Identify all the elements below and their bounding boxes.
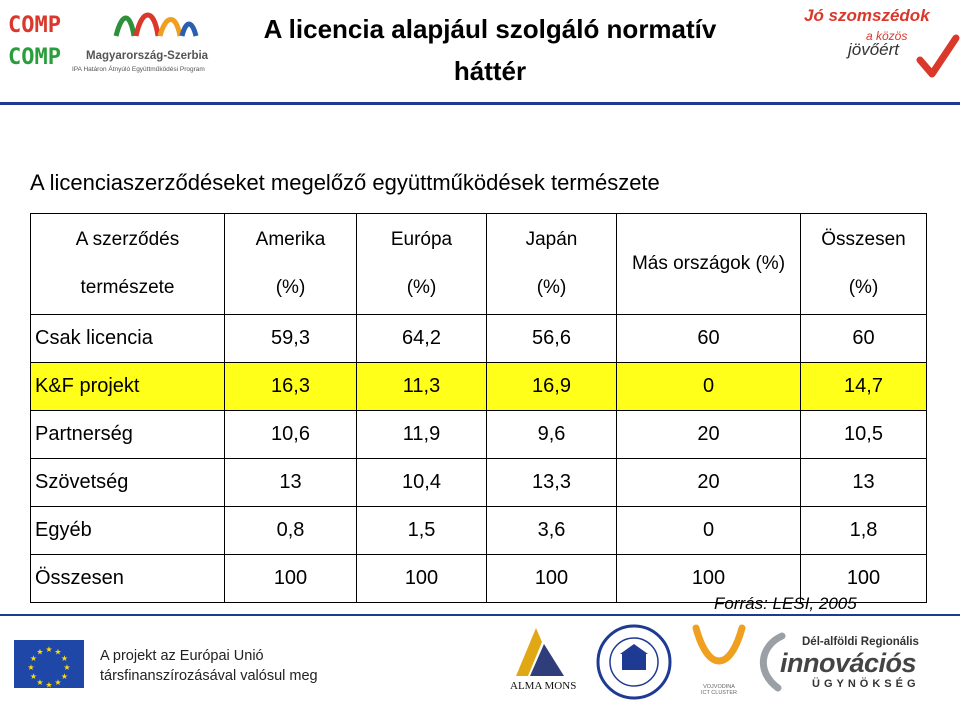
eu-funding-note: [100, 646, 318, 686]
row-label: Összesen: [31, 555, 225, 603]
svg-text:★: ★: [36, 647, 44, 657]
row-label: Egyéb: [31, 507, 225, 555]
row-label: Csak licencia: [31, 315, 225, 363]
regional-innovation-agency-logo: [752, 628, 960, 694]
row-label: K&F projekt: [31, 363, 225, 411]
table-cell: 1,8: [801, 507, 927, 555]
svg-text:★: ★: [54, 678, 62, 687]
table-cell: 14,7: [801, 363, 927, 411]
svg-text:★: ★: [63, 663, 71, 672]
innovation-line2: innovációs: [780, 648, 917, 678]
header-cell-contract-nature: [31, 214, 225, 315]
slide-title: A licencia alapjául szolgáló normatív háttér: [263, 14, 717, 86]
table-cell: 59,3: [225, 315, 357, 363]
header-cell-japan: [487, 214, 617, 315]
program-subtitle: IPA Határon Átnyúló Együttműködési Program: [72, 66, 205, 73]
table-cell: 100: [617, 555, 801, 603]
header-line: Amerika: [255, 229, 326, 250]
eu-line2: társfinanszírozásával valósul meg: [100, 668, 318, 684]
alma-mons-logo: [506, 622, 577, 698]
neighbours-line2: a közös: [866, 29, 908, 43]
table-cell: 11,3: [357, 363, 487, 411]
table-cell: 0: [617, 507, 801, 555]
table-row-highlighted: [31, 363, 927, 411]
eu-line1: A projekt az Európai Unió: [100, 648, 264, 664]
svg-text:★: ★: [36, 678, 44, 687]
header-cell-other-countries: [617, 214, 801, 315]
table-cell: 100: [487, 555, 617, 603]
row-label: Partnerség: [31, 411, 225, 459]
alma-mons-text: ALMA MONS: [510, 680, 577, 692]
footer-rule: [0, 614, 960, 616]
good-neighbours-logo: [788, 4, 960, 80]
neighbours-line3: jövőért: [848, 40, 900, 59]
checkmark-icon: [916, 34, 960, 80]
table-cell: 10,6: [225, 411, 357, 459]
table-cell: 16,3: [225, 363, 357, 411]
vojvodina-text: VOJVODINA ICT CLUSTER: [701, 684, 737, 696]
alma-mons-mark-icon: [506, 622, 572, 680]
table-cell: 100: [357, 555, 487, 603]
innovation-line1: Dél-alföldi Regionális: [802, 636, 919, 648]
table-cell: 0,8: [225, 507, 357, 555]
table-cell: 3,6: [487, 507, 617, 555]
table-cell: 10,4: [357, 459, 487, 507]
cooperation-table: [30, 213, 927, 603]
header-line: természete: [80, 277, 175, 298]
table-cell: 100: [225, 555, 357, 603]
table-cell: 20: [617, 459, 801, 507]
comp-logo-text-top: COMP: [8, 13, 61, 38]
svg-text:★: ★: [45, 645, 53, 654]
table-cell: 13,3: [487, 459, 617, 507]
table-cell: 20: [617, 411, 801, 459]
table-row: [31, 459, 927, 507]
svg-text:★: ★: [27, 663, 35, 672]
table-header-row: [31, 214, 927, 315]
comp-logo: [6, 6, 64, 72]
table-cell: 0: [617, 363, 801, 411]
header-line: Más országok (%): [631, 253, 786, 274]
table-cell: 100: [801, 555, 927, 603]
header-line: Japán: [525, 229, 578, 250]
table-cell: 64,2: [357, 315, 487, 363]
header-line: A szerződés: [75, 229, 180, 250]
program-title: Magyarország-Szerbia: [86, 50, 209, 62]
table-row: [31, 507, 927, 555]
header-line: (%): [275, 277, 306, 298]
header-rule: [0, 102, 960, 105]
header-line: (%): [848, 277, 879, 298]
vojvodina-mark-icon: [688, 622, 750, 682]
svg-text:★: ★: [45, 680, 53, 688]
svg-text:★: ★: [29, 672, 38, 681]
header-cell-europe: [357, 214, 487, 315]
eu-flag-icon: [14, 640, 84, 688]
header-line: Összesen: [821, 229, 906, 250]
table-cell: 11,9: [357, 411, 487, 459]
svg-text:★: ★: [60, 672, 69, 681]
table-cell: 1,5: [357, 507, 487, 555]
table-cell: 13: [801, 459, 927, 507]
header-cell-america: [225, 214, 357, 315]
svg-text:★: ★: [60, 654, 69, 663]
svg-text:★: ★: [29, 654, 38, 663]
university-seal-icon: [594, 622, 674, 702]
neighbours-line1: Jó szomszédok: [804, 6, 930, 25]
vojvodina-ict-logo: [688, 622, 750, 698]
table-cell: 10,5: [801, 411, 927, 459]
table-cell: 16,9: [487, 363, 617, 411]
header-line: (%): [406, 277, 437, 298]
table-row: [31, 315, 927, 363]
table-cell: 56,6: [487, 315, 617, 363]
header-cell-total: [801, 214, 927, 315]
svg-text:★: ★: [54, 647, 62, 657]
table-cell: 60: [801, 315, 927, 363]
table-cell: 13: [225, 459, 357, 507]
source-note: Forrás: LESI, 2005: [714, 594, 857, 613]
header-line: (%): [536, 277, 567, 298]
comp-logo-text-bottom: COMP: [8, 45, 61, 70]
innovation-line3: ÜGYNÖKSÉG: [812, 678, 920, 690]
section-heading: A licenciaszerződéseket megelőző együttműködések természete: [30, 170, 660, 195]
table-row: [31, 411, 927, 459]
header-line: Európa: [390, 229, 453, 250]
hu-rs-program-logo: [72, 6, 232, 76]
table-cell: 60: [617, 315, 801, 363]
row-label: Szövetség: [31, 459, 225, 507]
program-ribbon-icon: [72, 6, 232, 50]
table-cell: 9,6: [487, 411, 617, 459]
